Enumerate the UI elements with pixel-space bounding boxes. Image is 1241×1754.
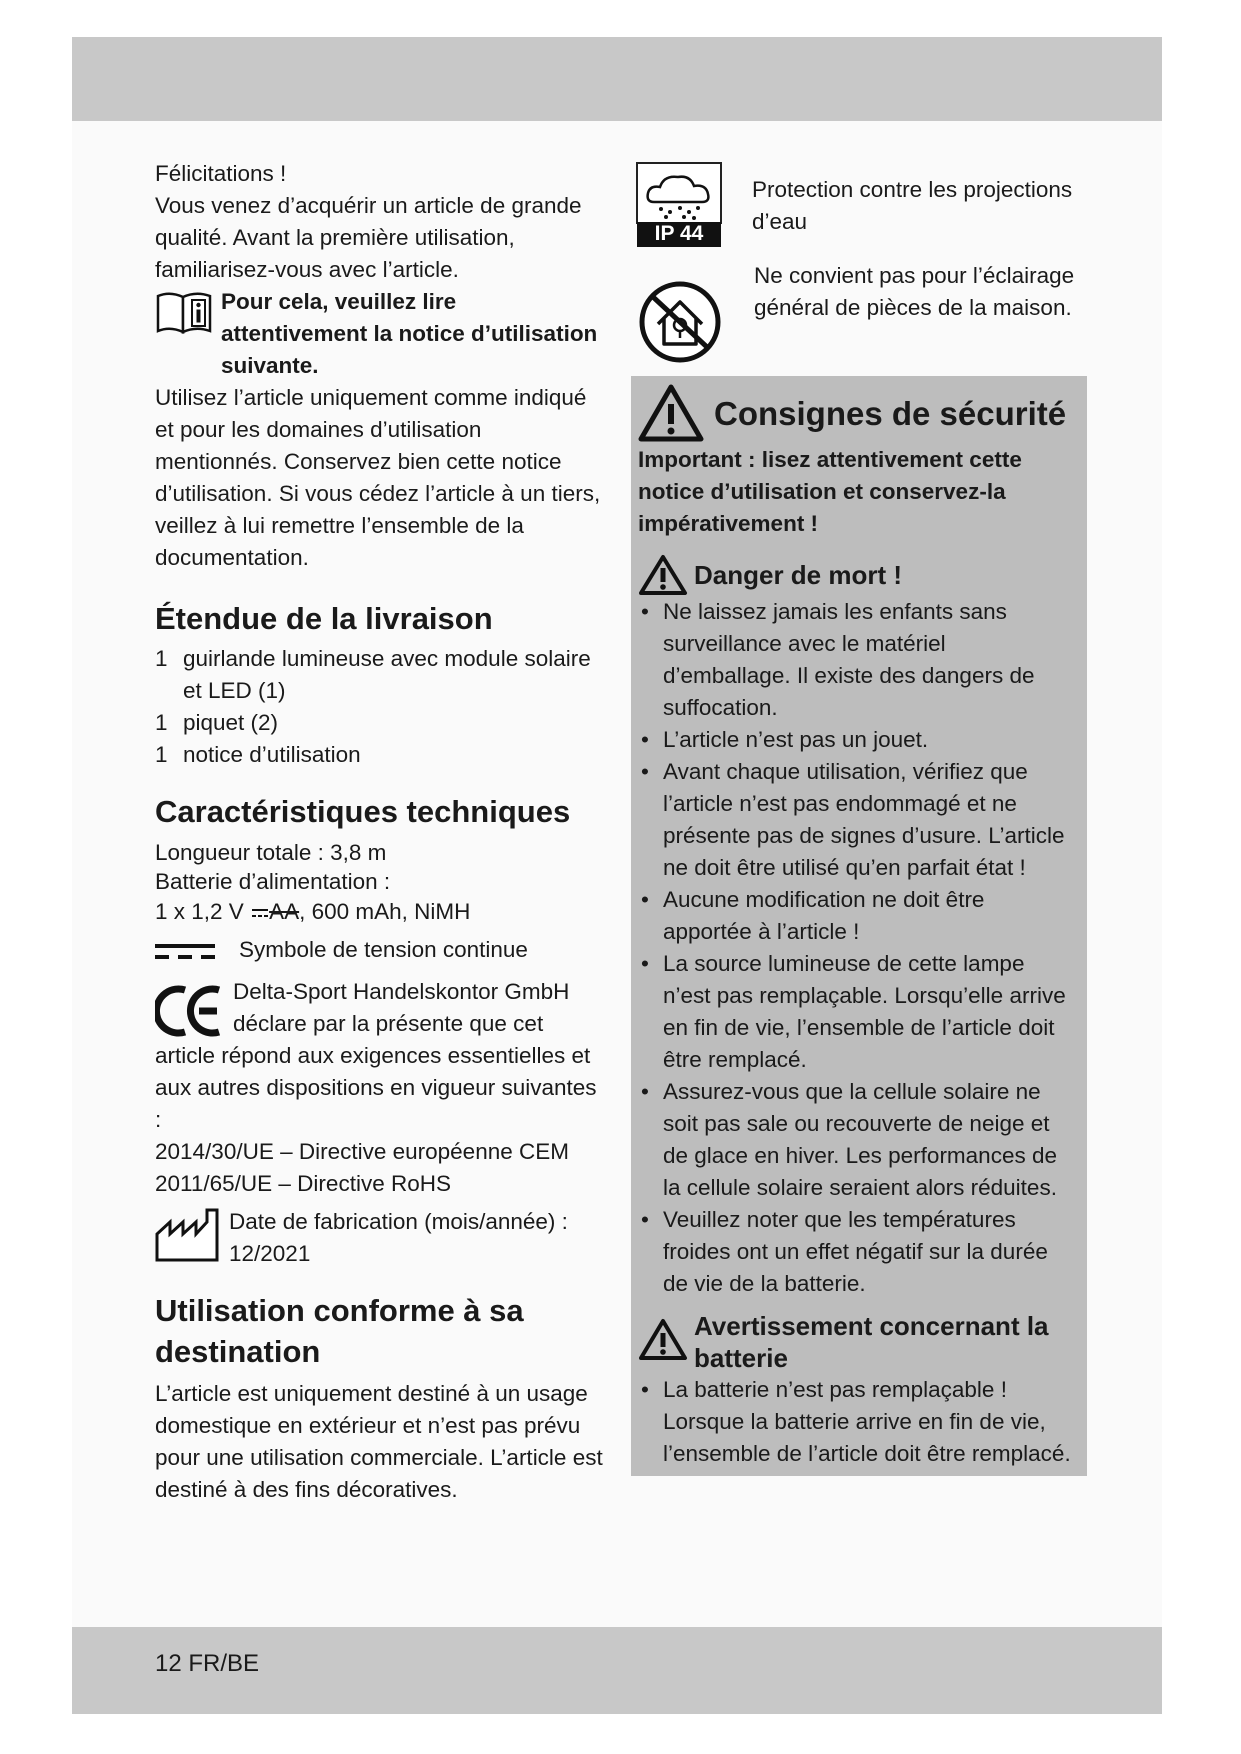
safety-box [631, 376, 1087, 1476]
delivery-list [155, 643, 605, 771]
delivery-title: Étendue de la livraison [155, 601, 493, 636]
usage-title: Utilisation conforme à sa destination [155, 1293, 524, 1369]
specs-title: Caractéristiques techniques [155, 794, 571, 829]
safety-important: Important : lisez attentivement cette notice d’utilisation et conservez-la impérativement ! [638, 447, 1022, 536]
intro-greeting: Félicitations ! [155, 161, 287, 186]
right-column [630, 158, 1090, 364]
ce-mark-icon [155, 982, 223, 1040]
ce-declaration [155, 976, 605, 1136]
direct-current-icon [155, 942, 215, 962]
manufacture-label: Date de fabrication (mois/année) : [229, 1209, 568, 1234]
no-house-lighting-row [630, 260, 1090, 364]
ce-text: Delta-Sport Handelskontor GmbH déclare par la présente que cet article répond aux exigences essentielles et aux autres dispositions en vigueur suivantes : [155, 979, 597, 1132]
usage-text: L’article est uniquement destiné à un usage domestique en extérieur et n’est pas prévu pour une utilisation commerciale. L’article est destiné à des fins décoratives. [155, 1381, 603, 1502]
page-number: 12 FR/BE [155, 1650, 260, 1677]
read-manual-notice [155, 286, 605, 382]
battery-warning-title: Avertissement concernant la batterie [694, 1311, 1049, 1373]
no-house-lighting-icon [638, 280, 722, 364]
warning-triangle-icon [638, 1318, 688, 1362]
safety-header [638, 384, 1077, 442]
safety-title: Consignes de sécurité [714, 394, 1067, 432]
no-house-lighting-text: Ne convient pas pour l’éclairage général de pièces de la maison. [754, 263, 1075, 320]
ip44-label: IP 44 [654, 222, 704, 245]
list-item: 1 piquet (2) [155, 710, 279, 735]
directive-emc: 2014/30/UE – Directive européenne CEM [155, 1139, 569, 1164]
danger-title: Danger de mort ! [694, 560, 903, 590]
battery-aa: AA [269, 899, 300, 924]
directive-rohs: 2011/65/UE – Directive RoHS [155, 1171, 451, 1196]
list-item: 1 notice d’utilisation [155, 742, 361, 767]
battery-warning-header [638, 1310, 1077, 1374]
list-item: • La batterie n’est pas remplaçable ! Lorsque la batterie arrive en fin de vie, l’ensemble de l’article doit être remplacé. [638, 1374, 1077, 1470]
manufacture-date-row [155, 1206, 605, 1270]
header-band [72, 37, 1162, 121]
read-manual-text: Pour cela, veuillez lire attentivement la notice d’utilisation suivante. [221, 289, 598, 378]
list-item: • L’article n’est pas un jouet. [638, 724, 1077, 756]
dc-inline-icon [252, 907, 268, 919]
book-info-icon [155, 290, 213, 336]
spec-length: Longueur totale : 3,8 m [155, 840, 387, 865]
factory-icon [155, 1208, 219, 1262]
dc-symbol-text: Symbole de tension continue [239, 937, 528, 962]
list-item: • Veuillez noter que les températures froides ont un effet négatif sur la durée de vie de la batterie. [638, 1204, 1077, 1300]
manufacture-date: 12/2021 [229, 1241, 311, 1266]
dc-symbol-row [155, 934, 605, 966]
spec-battery-label: Batterie d’alimentation : [155, 869, 391, 894]
list-item: • Assurez-vous que la cellule solaire ne soit pas sale ou recouverte de neige et de glace en hiver. Les performances de la cellule solaire seraient alors réduites. [638, 1076, 1077, 1204]
left-column [155, 158, 605, 1506]
intro-usage-text: Utilisez l’article uniquement comme indiqué et pour les domaines d’utilisation mentionnés. Conservez bien cette notice d’utilisation. Si vous cédez l’article à un tiers, veillez à lui remettre l’ensemble de la documentation. [155, 385, 601, 570]
warning-triangle-icon [638, 554, 688, 596]
danger-list [638, 596, 1077, 1300]
ip44-text: Protection contre les projections d’eau [752, 177, 1073, 234]
warning-triangle-icon [638, 384, 704, 442]
list-item: • Avant chaque utilisation, vérifiez que l’article n’est pas endommagé et ne présente pas de signes d’usure. L’article ne doit être utilisé qu’en parfait état ! [638, 756, 1077, 884]
list-item: • La source lumineuse de cette lampe n’est pas remplaçable. Lorsqu’elle arrive en fin de vie, l’ensemble de l’article doit être remplacé. [638, 948, 1077, 1076]
intro-text: Vous venez d’acquérir un article de grande qualité. Avant la première utilisation, familiarisez-vous avec l’article. [155, 193, 582, 282]
list-item: 1 guirlande lumineuse avec module solaire et LED (1) [155, 646, 591, 703]
list-item: • Aucune modification ne doit être apportée à l’article ! [638, 884, 1077, 948]
danger-header [638, 554, 1077, 596]
list-item: • Ne laissez jamais les enfants sans surveillance avec le matériel d’emballage. Il existe des dangers de suffocation. [638, 596, 1077, 724]
spec-battery-value: 1 x 1,2 V AA, 600 mAh, NiMH [155, 899, 471, 924]
battery-warning-list [638, 1374, 1077, 1470]
